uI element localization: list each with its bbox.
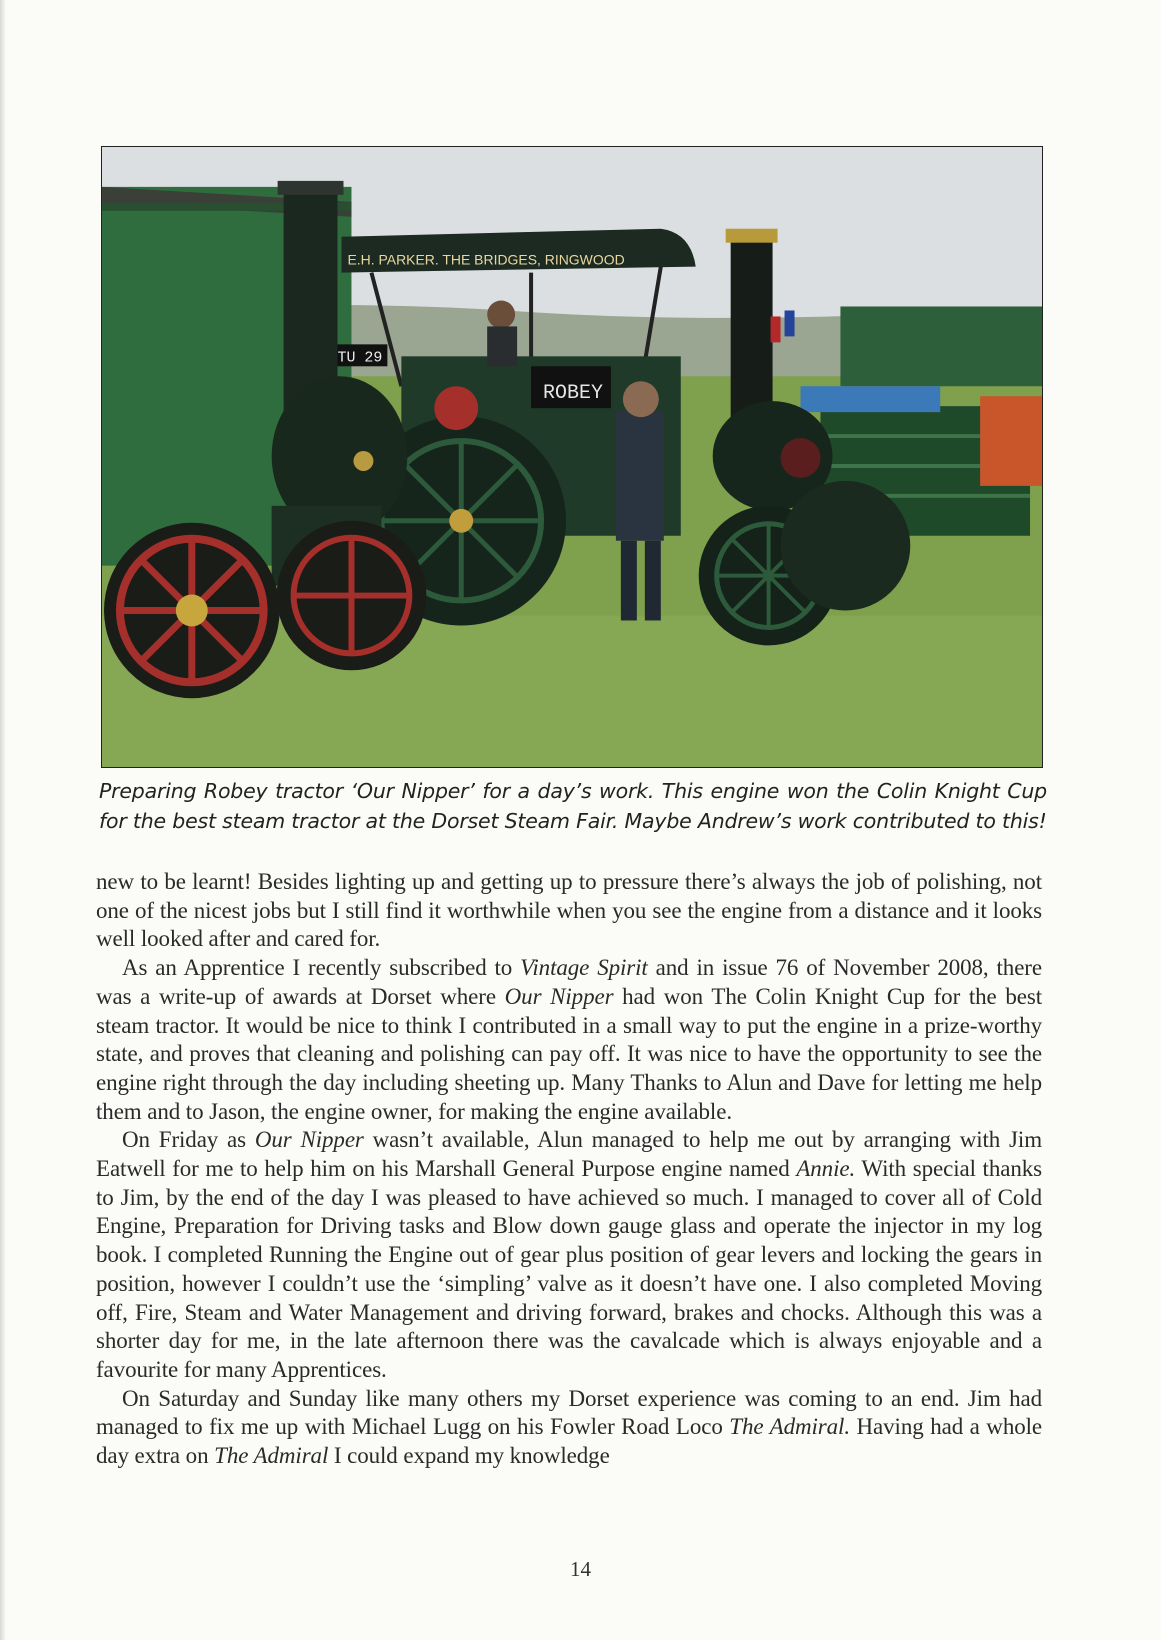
canopy-sign-text: E.H. PARKER. THE BRIDGES, RINGWOOD	[347, 251, 625, 268]
robey-nameplate: ROBEY	[543, 381, 603, 405]
paragraph-1-text: new to be learnt! Besides lighting up and getting up to pressure there’s always the job of polishing, not one of the nicest jobs but I still find it worthwhile when you see the engine from a distance and it looks well looked after and cared for.	[96, 869, 1042, 952]
paragraph-1	[96, 868, 1042, 954]
p4-text-a: On Saturday and Sunday like many others my Dorset experience was coming to an end. Jim had managed to fix me up with Michael Lugg on his Fowler Road Loco	[96, 1385, 1042, 1440]
steam-tractor-photo	[101, 146, 1043, 768]
p2-magazine-title: Vintage Spirit	[520, 955, 648, 981]
paragraph-2	[96, 954, 1042, 1126]
p3-engine-name: Our Nipper	[254, 1127, 364, 1153]
page-number: 14	[570, 1557, 591, 1581]
page-edge-shadow	[0, 0, 6, 1640]
p3-text-a: On Friday as	[122, 1127, 255, 1153]
p3-text-c: wasn’t available, Alun managed to help me out by arranging with Jim Eatwell for me to help him on his Marshall General Purpose engine named	[96, 1127, 1042, 1182]
p2-text-c: and in issue 76 of November 2008, there was a write-up of awards at Dorset where	[96, 955, 1042, 1009]
p4-engine-name: The Admiral.	[729, 1414, 850, 1440]
p2-engine-name: Our Nipper	[504, 983, 614, 1009]
number-plate-text: TU 29	[337, 350, 383, 367]
p4-engine-name-2: The Admiral	[214, 1443, 329, 1469]
p2-text-e: had won The Colin Knight Cup for the best steam tractor. It would be nice to think I contributed in a small way to put the engine in a prize-worthy state, and proves that cleaning and polishing can pay off. It was nice to have the opportunity to see the engine right through the day including sheeting up. Many Thanks to Alun and Dave for letting me help them and to Jason, the engine owner, for making the engine available.	[96, 983, 1042, 1124]
paragraph-3	[96, 1126, 1042, 1384]
p3-text-e: With special thanks to Jim, by the end of the day I was pleased to have achieved so much. I managed to cover all of Cold Engine, Preparation for Driving tasks and Blow down gauge glass and operate the injector in my log book. I completed Running the Engine out of gear plus position of gear levers and locking the gears in position, however I couldn’t use the ‘simpling’ valve as it doesn’t have one. I also completed Moving off, Fire, Steam and Water Management and driving forward, brakes and chocks. Although this was a shorter day for me, in the late afternoon there was the cavalcade which is always enjoyable and a favourite for many Apprentices.	[96, 1156, 1043, 1382]
p2-text-a: As an Apprentice I recently subscribed to	[122, 955, 521, 981]
article-body	[96, 868, 1042, 1471]
p3-engine-name-annie: Annie.	[796, 1156, 856, 1182]
p4-text-e: I could expand my knowledge	[328, 1443, 610, 1469]
paragraph-4	[96, 1385, 1042, 1471]
photo-caption: Preparing Robey tractor ‘Our Nipper’ for a day’s work. This engine won the Colin Knight Cup for the best steam tractor at the Dorset Steam Fair. Maybe Andrew’s work contributed to this!	[99, 779, 1047, 833]
photo-illustration	[102, 147, 1042, 767]
p4-text-c: Having had a whole day extra on	[96, 1414, 1043, 1469]
